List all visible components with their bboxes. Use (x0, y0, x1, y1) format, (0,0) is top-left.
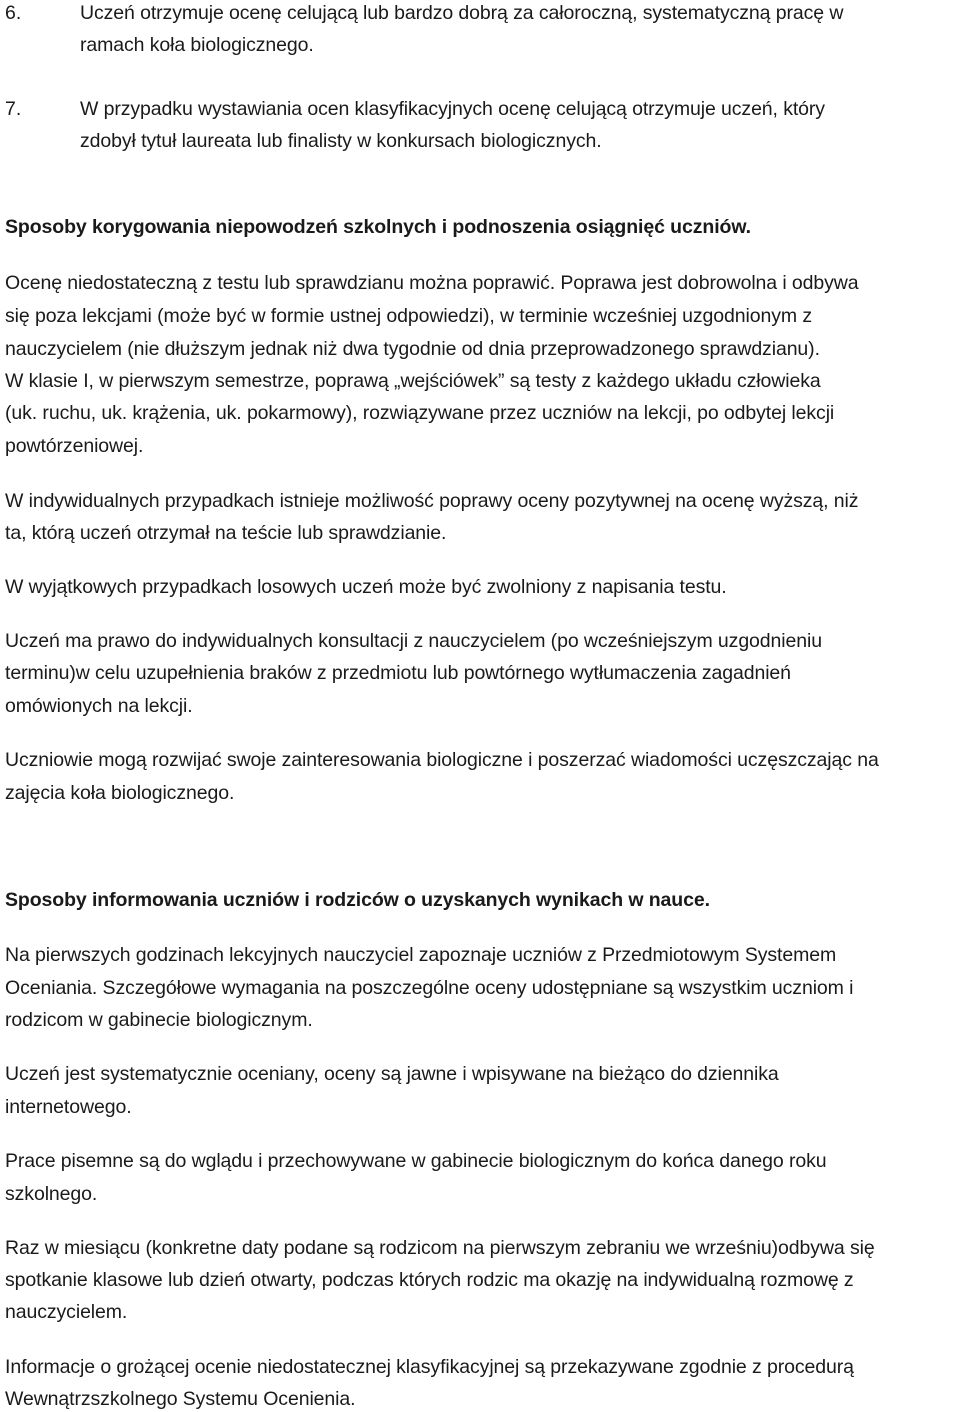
paragraph-line: ta, którą uczeń otrzymał na teście lub sprawdzianie. (5, 522, 447, 544)
paragraph-line: terminu)w celu uzupełnienia braków z przedmiotu lub powtórnego wytłumaczenia zagadnień (5, 662, 791, 684)
paragraph-line: Oceniania. Szczegółowe wymagania na poszczególne oceny udostępniane są wszystkim uczniom i (5, 977, 854, 999)
section-heading: Sposoby informowania uczniów i rodziców o uzyskanych wynikach w nauce. (5, 889, 710, 911)
paragraph-line: spotkanie klasowe lub dzień otwarty, podczas których rodzic ma okazję na indywidualną rozmowę z (5, 1269, 854, 1291)
paragraph-line: się poza lekcjami (może być w formie ustnej odpowiedzi), w terminie wcześniej uzgodnionym z (5, 305, 812, 327)
list-item-text: W przypadku wystawiania ocen klasyfikacyjnych ocenę celującą otrzymuje uczeń, który (80, 98, 825, 120)
paragraph-line: (uk. ruchu, uk. krążenia, uk. pokarmowy), rozwiązywane przez uczniów na lekcji, po odbytej lekcji (5, 402, 835, 424)
paragraph-line: nauczycielem. (5, 1301, 128, 1323)
paragraph-line: Na pierwszych godzinach lekcyjnych nauczyciel zapoznaje uczniów z Przedmiotowym Systemem (5, 944, 837, 966)
paragraph-line: Wewnątrzszkolnego Systemu Ocenienia. (5, 1388, 356, 1410)
paragraph-line: Uczniowie mogą rozwijać swoje zainteresowania biologiczne i poszerzać wiadomości uczęszczając na (5, 749, 879, 771)
section-heading: Sposoby korygowania niepowodzeń szkolnych i podnoszenia osiągnięć uczniów. (5, 216, 751, 238)
paragraph-line: W indywidualnych przypadkach istnieje możliwość poprawy oceny pozytywnej na ocenę wyższą, niż (5, 490, 859, 512)
paragraph-line: internetowego. (5, 1096, 132, 1118)
paragraph-line: powtórzeniowej. (5, 435, 144, 457)
paragraph-line: Informacje o grożącej ocenie niedostatecznej klasyfikacyjnej są przekazywane zgodnie z procedurą (5, 1356, 854, 1378)
paragraph-line: Ocenę niedostateczną z testu lub sprawdzianu można poprawić. Poprawa jest dobrowolna i odbywa (5, 272, 859, 294)
paragraph-line: zajęcia koła biologicznego. (5, 782, 235, 804)
paragraph-line: W wyjątkowych przypadkach losowych uczeń może być zwolniony z napisania testu. (5, 576, 727, 598)
paragraph-line: rodzicom w gabinecie biologicznym. (5, 1009, 313, 1031)
paragraph-line: szkolnego. (5, 1183, 98, 1205)
list-number: 7. (5, 98, 22, 120)
paragraph-line: W klasie I, w pierwszym semestrze, poprawą „wejściówek” są testy z każdego układu człowieka (5, 370, 821, 392)
paragraph-line: omówionych na lekcji. (5, 695, 193, 717)
list-item-text: Uczeń otrzymuje ocenę celującą lub bardzo dobrą za całoroczną, systematyczną pracę w (80, 2, 844, 24)
list-item-text: ramach koła biologicznego. (80, 34, 314, 56)
list-number: 6. (5, 2, 22, 24)
paragraph-line: Uczeń jest systematycznie oceniany, oceny są jawne i wpisywane na bieżąco do dziennika (5, 1063, 779, 1085)
paragraph-line: Prace pisemne są do wglądu i przechowywane w gabinecie biologicznym do końca danego roku (5, 1150, 827, 1172)
paragraph-line: Uczeń ma prawo do indywidualnych konsultacji z nauczycielem (po wcześniejszym uzgodnieniu (5, 630, 822, 652)
paragraph-line: nauczycielem (nie dłuższym jednak niż dwa tygodnie od dnia przeprowadzonego sprawdzianu). (5, 338, 820, 360)
paragraph-line: Raz w miesiącu (konkretne daty podane są rodzicom na pierwszym zebraniu we wrześniu)odbywa się (5, 1237, 875, 1259)
list-item-text: zdobył tytuł laureata lub finalisty w konkursach biologicznych. (80, 130, 602, 152)
